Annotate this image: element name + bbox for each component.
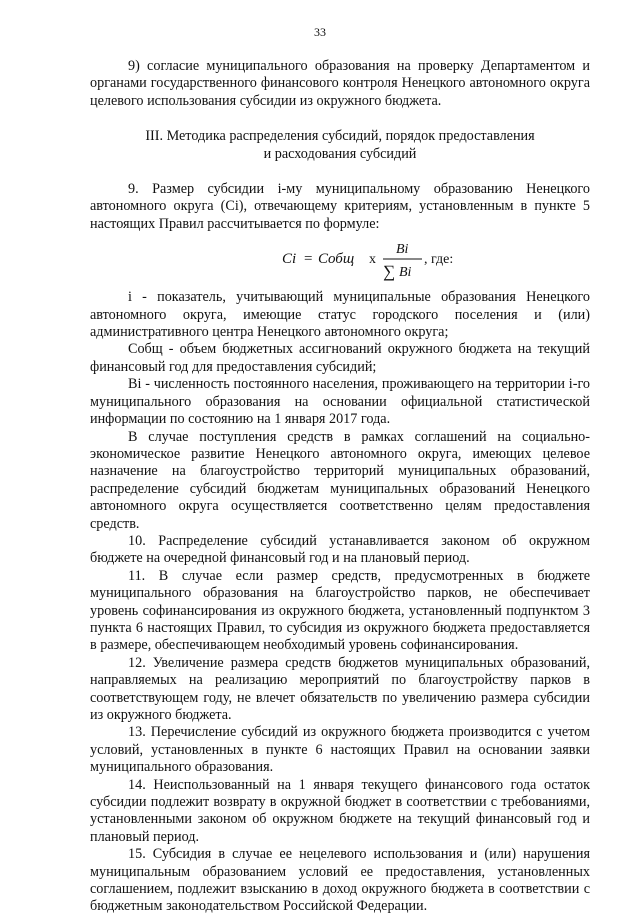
paragraph-12: 12. Увеличение размера средств бюджетов муниципальных образований, направляемых на реализацию мероприятий по благоустройству парков в соответствующем году, не влечет обязательств по увеличению размера субсидии из окружного бюджета. (90, 654, 590, 723)
definition-i: i - показатель, учитывающий муниципальные образования Ненецкого автономного округа, имеющие статус городского поселения и (или) административного центра Ненецкого автономного округа; (90, 289, 590, 341)
formula-times: x (369, 252, 376, 268)
formula-equals: = (304, 251, 313, 268)
definition-c-total (90, 341, 590, 376)
paragraph-9: 9. Размер субсидии i-му муниципальному образованию Ненецкого автономного округа (Ci), отвечающему критериям, установленным в пункте 5 настоящих Правил рассчитывается по формуле: (90, 181, 590, 232)
page-number: 33 (314, 25, 326, 39)
definition-c-total-text: - объем бюджетных ассигнований окружного бюджета на текущий финансовый год для предоставления субсидий; (90, 341, 590, 375)
formula-graphic (282, 235, 522, 283)
definition-bi-symbol: Bi (128, 376, 142, 393)
section-heading (90, 128, 590, 163)
section-heading-line2: и расходования субсидий (263, 145, 417, 162)
formula-sum-sign: ∑ (383, 262, 396, 282)
section-heading-line1: III. Методика распределения субсидий, порядок предоставления (145, 128, 535, 145)
definition-bi-text: - численность постоянного населения, проживающего на территории i-го муниципального образования на основании официальной статистической информации по состоянию на 1 января 2017 года. (90, 376, 590, 428)
formula-numerator: Bi (396, 242, 409, 258)
paragraph-10: 10. Распределение субсидий устанавливается законом об окружном бюджете на очередной финансовый год и на плановый период. (90, 532, 590, 567)
document-body (90, 58, 590, 916)
paragraph-funds-receipt: В случае поступления средств в рамках соглашений на социально-экономическое развитие Ненецкого автономного округа, имеющих целевое назначение на благоустройство территорий муниципальных образований, распределение субсидий бюджетам муниципальных образований Ненецкого автономного округа осуществляется соответственно целям предоставления средств. (90, 428, 590, 532)
formula-lhs: Ci (282, 251, 297, 268)
formula-tail: , где: (424, 252, 454, 268)
formula (90, 235, 590, 283)
definition-bi (90, 376, 590, 428)
formula-denominator: Bi (399, 265, 412, 281)
paragraph-11: 11. В случае если размер средств, предусмотренных в бюджете муниципального образования на благоустройство парков, не обеспечивает уровень софинансирования из окружного бюджета, установленный подпунктом 3 пункта 6 настоящих Правил, то субсидия из окружного бюджета предоставляется в размере, обеспечивающем необходимый уровень софинансирования. (90, 567, 590, 654)
paragraph-14: 14. Неиспользованный на 1 января текущего финансового года остаток субсидии подлежит возврату в окружной бюджет в соответствии с требованиями, установленными законом об окружном бюджете на текущий финансовый год и плановый период. (90, 776, 590, 845)
definition-c-total-symbol: Cобщ (128, 341, 163, 358)
paragraph-13: 13. Перечисление субсидий из окружного бюджета производится с учетом условий, установленных в пункте 6 настоящих Правил на основании заявки муниципального образования. (90, 724, 590, 776)
formula-c-total: Cобщ (318, 251, 355, 268)
paragraph-15: 15. Субсидия в случае ее нецелевого использования и (или) нарушения муниципальным образованием условий ее предоставления, установленных соглашением, подлежит взысканию в доход окружного бюджета в соответствии с бюджетным законодательством Российской Федерации. (90, 846, 590, 915)
paragraph-consent: 9) согласие муниципального образования на проверку Департаментом и органами государственного финансового контроля Ненецкого автономного округа целевого использования субсидии из окружного бюджета. (90, 58, 590, 109)
